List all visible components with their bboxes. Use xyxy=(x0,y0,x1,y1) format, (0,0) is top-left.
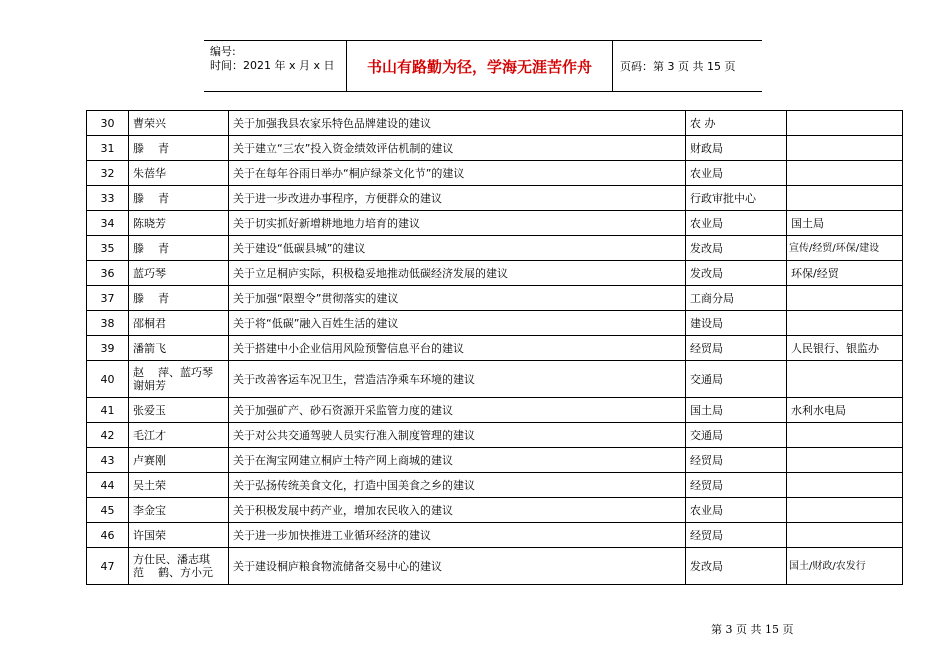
assisting-unit: 宣传/经贸/环保/建设 xyxy=(787,236,903,261)
proposer-name: 滕 青 xyxy=(129,186,229,211)
assisting-unit: 环保/经贸 xyxy=(787,261,903,286)
proposal-table xyxy=(86,110,903,585)
table-row xyxy=(87,111,903,136)
row-number: 35 xyxy=(87,236,129,261)
assisting-unit xyxy=(787,286,903,311)
row-number: 43 xyxy=(87,448,129,473)
row-number: 42 xyxy=(87,423,129,448)
lead-unit: 经贸局 xyxy=(686,473,787,498)
table-row xyxy=(87,286,903,311)
lead-unit: 农业局 xyxy=(686,161,787,186)
table-row xyxy=(87,398,903,423)
row-number: 47 xyxy=(87,548,129,585)
proposal-title: 关于弘扬传统美食文化，打造中国美食之乡的建议 xyxy=(229,473,686,498)
table-row xyxy=(87,261,903,286)
lead-unit: 经贸局 xyxy=(686,336,787,361)
proposal-title: 关于建设“低碳县城”的建议 xyxy=(229,236,686,261)
proposer-name: 卢赛刚 xyxy=(129,448,229,473)
proposer-name: 滕 青 xyxy=(129,236,229,261)
row-number: 38 xyxy=(87,311,129,336)
assisting-unit xyxy=(787,423,903,448)
assisting-unit xyxy=(787,186,903,211)
proposer-name: 滕 青 xyxy=(129,286,229,311)
proposal-title: 关于对公共交通驾驶人员实行准入制度管理的建议 xyxy=(229,423,686,448)
proposer-name: 邵桐君 xyxy=(129,311,229,336)
table-row xyxy=(87,361,903,398)
proposer-name: 蓝巧琴 xyxy=(129,261,229,286)
proposal-title: 关于立足桐庐实际，积极稳妥地推动低碳经济发展的建议 xyxy=(229,261,686,286)
proposer-name: 许国荣 xyxy=(129,523,229,548)
proposal-title: 关于建设桐庐粮食物流储备交易中心的建议 xyxy=(229,548,686,585)
assisting-unit xyxy=(787,448,903,473)
proposer-name: 朱蓓华 xyxy=(129,161,229,186)
proposal-title: 关于建立“三农”投入资金绩效评估机制的建议 xyxy=(229,136,686,161)
proposal-title: 关于进一步加快推进工业循环经济的建议 xyxy=(229,523,686,548)
assisting-unit xyxy=(787,473,903,498)
assisting-unit xyxy=(787,111,903,136)
proposal-title: 关于改善客运车况卫生，营造洁净乘车环境的建议 xyxy=(229,361,686,398)
proposal-title: 关于将“低碳”融入百姓生活的建议 xyxy=(229,311,686,336)
assisting-unit xyxy=(787,498,903,523)
assisting-unit xyxy=(787,161,903,186)
lead-unit: 交通局 xyxy=(686,361,787,398)
assisting-unit xyxy=(787,136,903,161)
assisting-unit: 国土/财政/农发行 xyxy=(787,548,903,585)
table-row xyxy=(87,311,903,336)
table-row xyxy=(87,236,903,261)
row-number: 37 xyxy=(87,286,129,311)
proposal-title: 关于加强我县农家乐特色品牌建设的建议 xyxy=(229,111,686,136)
proposer-name: 方仕民、潘志琪 范 鹤、方小元 xyxy=(129,548,229,585)
proposer-name: 潘箭飞 xyxy=(129,336,229,361)
table-row xyxy=(87,548,903,585)
table-row xyxy=(87,336,903,361)
proposer-name: 毛江才 xyxy=(129,423,229,448)
lead-unit: 农业局 xyxy=(686,498,787,523)
table-row xyxy=(87,136,903,161)
table-row xyxy=(87,448,903,473)
proposal-title: 关于在每年谷雨日举办“桐庐绿茶文化节”的建议 xyxy=(229,161,686,186)
row-number: 44 xyxy=(87,473,129,498)
assisting-unit xyxy=(787,523,903,548)
lead-unit: 经贸局 xyxy=(686,448,787,473)
lead-unit: 国土局 xyxy=(686,398,787,423)
lead-unit: 行政审批中心 xyxy=(686,186,787,211)
proposal-title: 关于加强“限塑令”贯彻落实的建议 xyxy=(229,286,686,311)
proposer-name: 陈晓芳 xyxy=(129,211,229,236)
proposer-name: 滕 青 xyxy=(129,136,229,161)
lead-unit: 农 办 xyxy=(686,111,787,136)
document-date: 时间：2021 年 x 月 x 日 xyxy=(210,59,335,72)
row-number: 41 xyxy=(87,398,129,423)
lead-unit: 经贸局 xyxy=(686,523,787,548)
row-number: 46 xyxy=(87,523,129,548)
lead-unit: 工商分局 xyxy=(686,286,787,311)
header-page-info: 页码：第 3 页 共 15 页 xyxy=(620,60,736,73)
table-row xyxy=(87,423,903,448)
proposal-table-body xyxy=(87,111,903,585)
row-number: 31 xyxy=(87,136,129,161)
lead-unit: 建设局 xyxy=(686,311,787,336)
row-number: 34 xyxy=(87,211,129,236)
table-row xyxy=(87,523,903,548)
lead-unit: 发改局 xyxy=(686,236,787,261)
lead-unit: 农业局 xyxy=(686,211,787,236)
row-number: 32 xyxy=(87,161,129,186)
header-meta xyxy=(204,41,347,91)
proposer-name: 吴土荣 xyxy=(129,473,229,498)
table-row xyxy=(87,498,903,523)
page-header xyxy=(204,40,762,92)
proposer-name: 赵 萍、蓝巧琴 谢娟芳 xyxy=(129,361,229,398)
proposal-title: 关于加强矿产、砂石资源开采监管力度的建议 xyxy=(229,398,686,423)
assisting-unit xyxy=(787,361,903,398)
proposal-title: 关于进一步改进办事程序，方便群众的建议 xyxy=(229,186,686,211)
proposer-name: 张爱玉 xyxy=(129,398,229,423)
assisting-unit xyxy=(787,311,903,336)
header-motto: 书山有路勤为径，学海无涯苦作舟 xyxy=(347,41,613,91)
lead-unit: 财政局 xyxy=(686,136,787,161)
proposal-title: 关于在淘宝网建立桐庐土特产网上商城的建议 xyxy=(229,448,686,473)
proposal-title: 关于切实抓好新增耕地地力培育的建议 xyxy=(229,211,686,236)
assisting-unit: 国土局 xyxy=(787,211,903,236)
lead-unit: 发改局 xyxy=(686,548,787,585)
lead-unit: 交通局 xyxy=(686,423,787,448)
document-number-label: 编号: xyxy=(210,45,236,58)
table-row xyxy=(87,161,903,186)
proposal-title: 关于积极发展中药产业，增加农民收入的建议 xyxy=(229,498,686,523)
page-footer: 第 3 页 共 15 页 xyxy=(711,623,794,636)
row-number: 40 xyxy=(87,361,129,398)
row-number: 30 xyxy=(87,111,129,136)
proposer-name: 曹荣兴 xyxy=(129,111,229,136)
proposal-title: 关于搭建中小企业信用风险预警信息平台的建议 xyxy=(229,336,686,361)
lead-unit: 发改局 xyxy=(686,261,787,286)
proposer-name: 李金宝 xyxy=(129,498,229,523)
row-number: 33 xyxy=(87,186,129,211)
assisting-unit: 人民银行、银监办 xyxy=(787,336,903,361)
row-number: 36 xyxy=(87,261,129,286)
table-row xyxy=(87,186,903,211)
table-row xyxy=(87,473,903,498)
table-row xyxy=(87,211,903,236)
assisting-unit: 水利水电局 xyxy=(787,398,903,423)
row-number: 39 xyxy=(87,336,129,361)
row-number: 45 xyxy=(87,498,129,523)
